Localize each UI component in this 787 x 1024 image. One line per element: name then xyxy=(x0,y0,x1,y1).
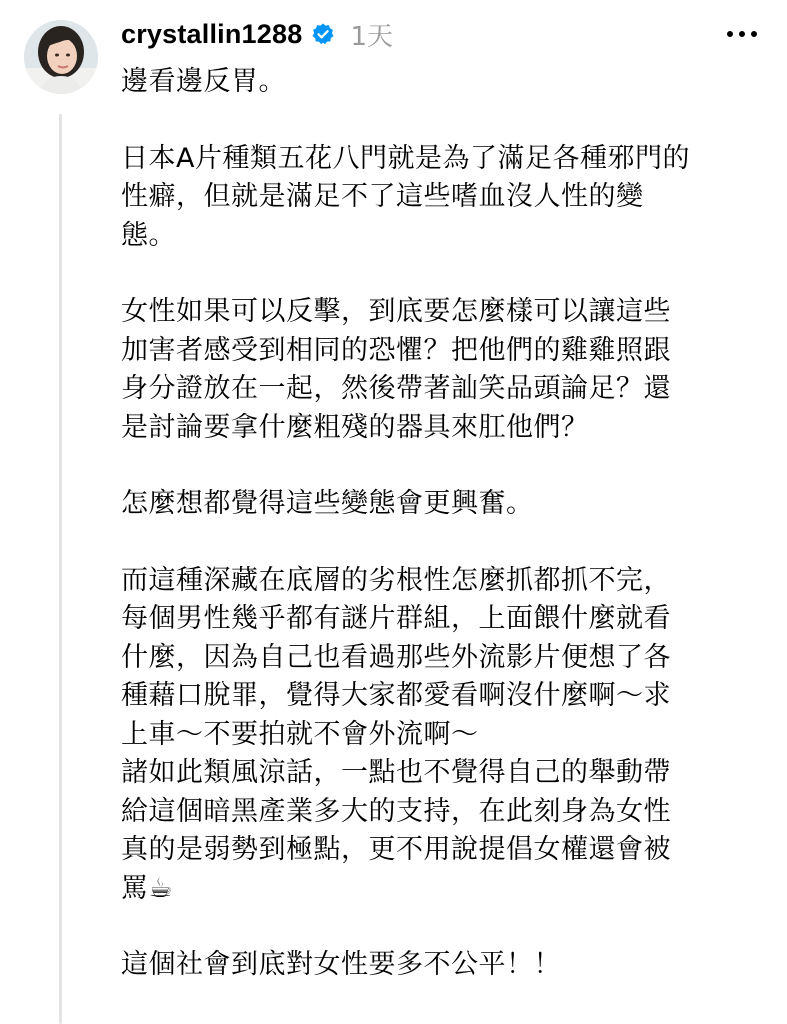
thread-line xyxy=(59,114,62,1024)
post-paragraph-5: 而這種深藏在底層的劣根性怎麼抓都抓不完， 每個男性幾乎都有謎片群組，上面餵什麼就看 什麼，因為自己也看過那些外流影片便想了各 種藉口脫罪，覺得大家都愛看啊沒什麼啊～求 上車～不要拍就不會外流啊～ 諸如此類風涼話，一點也不覺得自己的舉動帶 給這個暗黑產業多大的支持，在此刻身為女性 真的是弱勢到極點，更不用說提倡女權還會被 罵☕ xyxy=(121,564,671,904)
user-avatar[interactable] xyxy=(24,20,98,94)
post-header xyxy=(121,12,393,56)
verified-badge-icon xyxy=(310,21,336,47)
post-paragraph-4: 怎麼想都覺得這些變態會更興奮。 xyxy=(121,488,534,519)
username[interactable]: crystallin1288 xyxy=(121,18,303,49)
more-options-icon[interactable] xyxy=(727,29,757,39)
post-paragraph-6: 這個社會到底對女性要多不公平！！ xyxy=(121,949,561,980)
post-body xyxy=(121,63,761,985)
post-paragraph-1: 邊看邊反胃。 xyxy=(121,66,286,97)
post-timestamp: 1天 xyxy=(350,21,393,52)
post-paragraph-3: 女性如果可以反擊，到底要怎麼樣可以讓這些 加害者感受到相同的恐懼？把他們的雞雞照跟 身分證放在一起，然後帶著訕笑品頭論足？還 是討論要拿什麼粗殘的器具來肛他們？ xyxy=(121,296,671,443)
post-paragraph-2: 日本A片種類五花八門就是為了滿足各種邪門的 性癖，但就是滿足不了這些嗜血沒人性的變 態。 xyxy=(121,142,690,251)
avatar-image xyxy=(24,20,98,94)
